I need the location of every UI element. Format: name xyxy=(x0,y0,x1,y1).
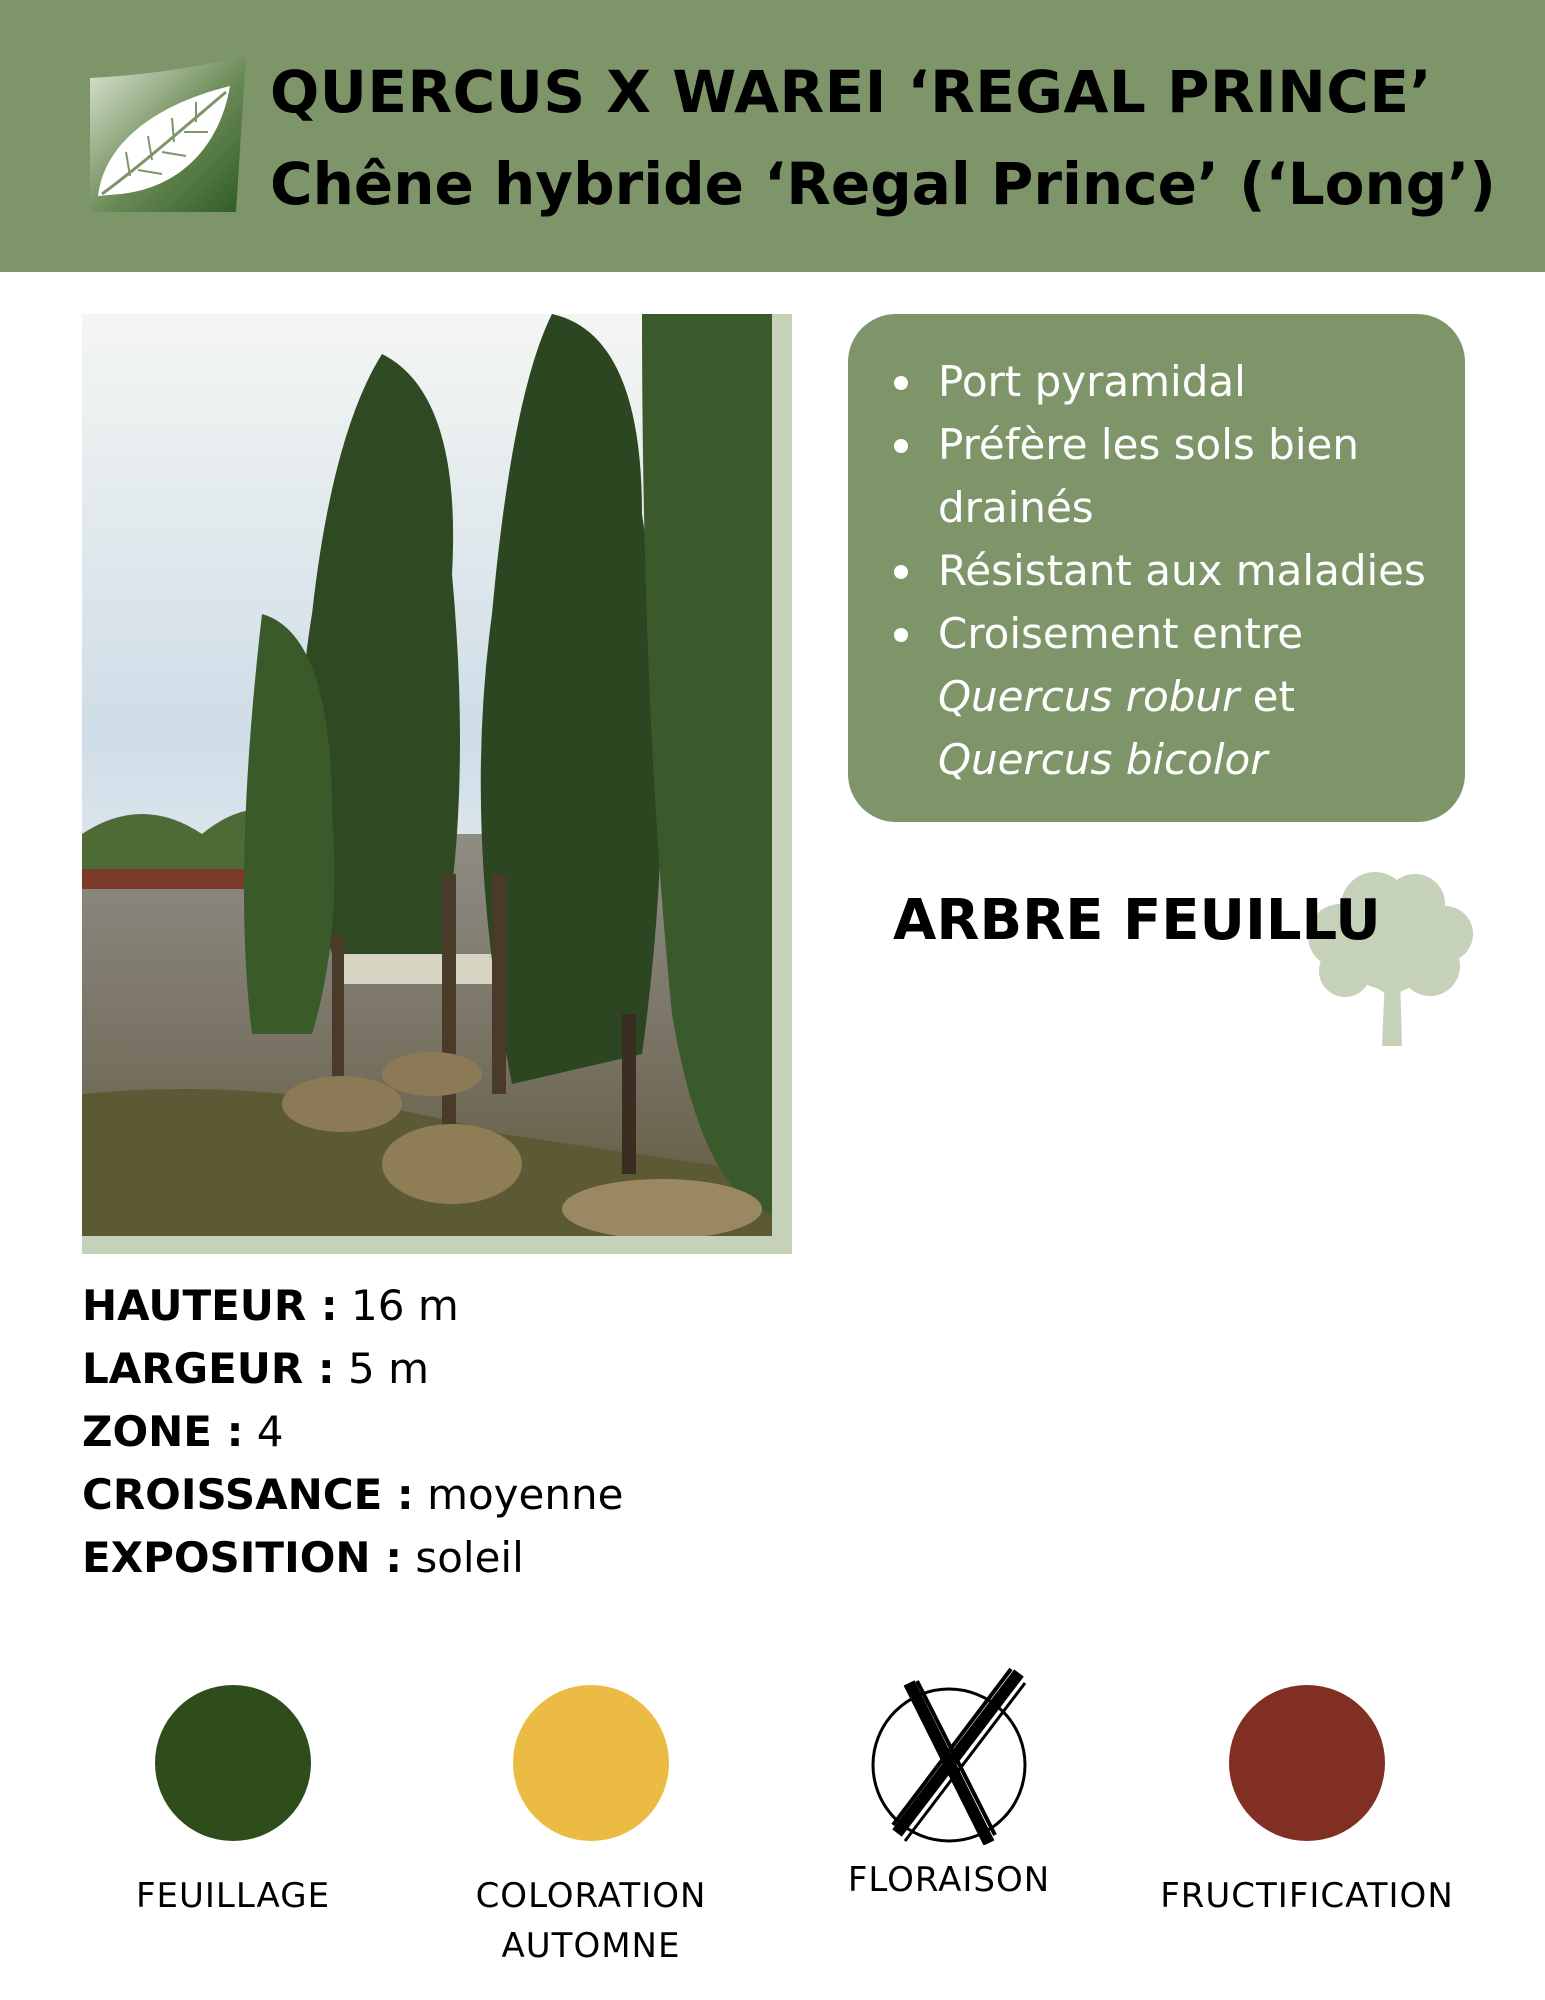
swatch-floraison xyxy=(799,1685,1099,1905)
species-robur: Quercus robur xyxy=(938,672,1240,721)
tree-photo xyxy=(82,314,772,1236)
swatch-fructification xyxy=(1157,1685,1457,1921)
cross-connector: et xyxy=(1239,672,1295,721)
common-name-title: Chêne hybride ‘Regal Prince’ (‘Long’) xyxy=(270,150,1496,218)
swatch-label-line2: AUTOMNE xyxy=(501,1926,681,1966)
latin-name-title: QUERCUS X WAREI ‘REGAL PRINCE’ xyxy=(270,58,1433,126)
features-list xyxy=(884,350,1444,791)
swatch-feuillage xyxy=(83,1685,383,1921)
swatch-coloration-automne xyxy=(441,1685,741,1971)
specs-list xyxy=(82,1274,623,1589)
spec-row-croissance xyxy=(82,1463,623,1526)
color-swatch xyxy=(1229,1685,1385,1841)
cross-prefix: Croisement entre xyxy=(938,609,1304,658)
features-box xyxy=(848,314,1465,822)
leaf-logo-icon xyxy=(90,56,246,212)
header-banner xyxy=(0,0,1545,272)
spec-row-exposition xyxy=(82,1526,623,1589)
spec-key: EXPOSITION : xyxy=(82,1533,402,1582)
feature-item: Port pyramidal xyxy=(884,350,1444,413)
spec-row-zone xyxy=(82,1400,623,1463)
plant-type-label: ARBRE FEUILLU xyxy=(893,888,1381,953)
spec-value: 5 m xyxy=(348,1344,429,1393)
swatch-label: FRUCTIFICATION xyxy=(1160,1876,1454,1916)
spec-key: CROISSANCE : xyxy=(82,1470,414,1519)
swatch-label-line1: COLORATION xyxy=(475,1876,707,1916)
color-swatch xyxy=(155,1685,311,1841)
color-swatch xyxy=(513,1685,669,1841)
spec-value: 16 m xyxy=(351,1281,459,1330)
spec-value: 4 xyxy=(256,1407,284,1456)
feature-item: Résistant aux maladies xyxy=(884,539,1444,602)
spec-key: LARGEUR : xyxy=(82,1344,335,1393)
spec-value: moyenne xyxy=(427,1470,624,1519)
species-bicolor: Quercus bicolor xyxy=(938,735,1268,784)
spec-row-hauteur xyxy=(82,1274,623,1337)
photo-frame xyxy=(82,314,792,1254)
feature-item-cross xyxy=(884,602,1444,791)
spec-key: HAUTEUR : xyxy=(82,1281,338,1330)
swatch-label xyxy=(441,1871,741,1971)
crossed-out-icon xyxy=(869,1665,1029,1845)
swatch-label: FLORAISON xyxy=(847,1860,1051,1900)
spec-value: soleil xyxy=(415,1533,524,1582)
spec-key: ZONE : xyxy=(82,1407,244,1456)
feature-item: Préfère les sols bien drainés xyxy=(884,413,1444,539)
spec-row-largeur xyxy=(82,1337,623,1400)
swatch-label: FEUILLAGE xyxy=(135,1876,331,1916)
